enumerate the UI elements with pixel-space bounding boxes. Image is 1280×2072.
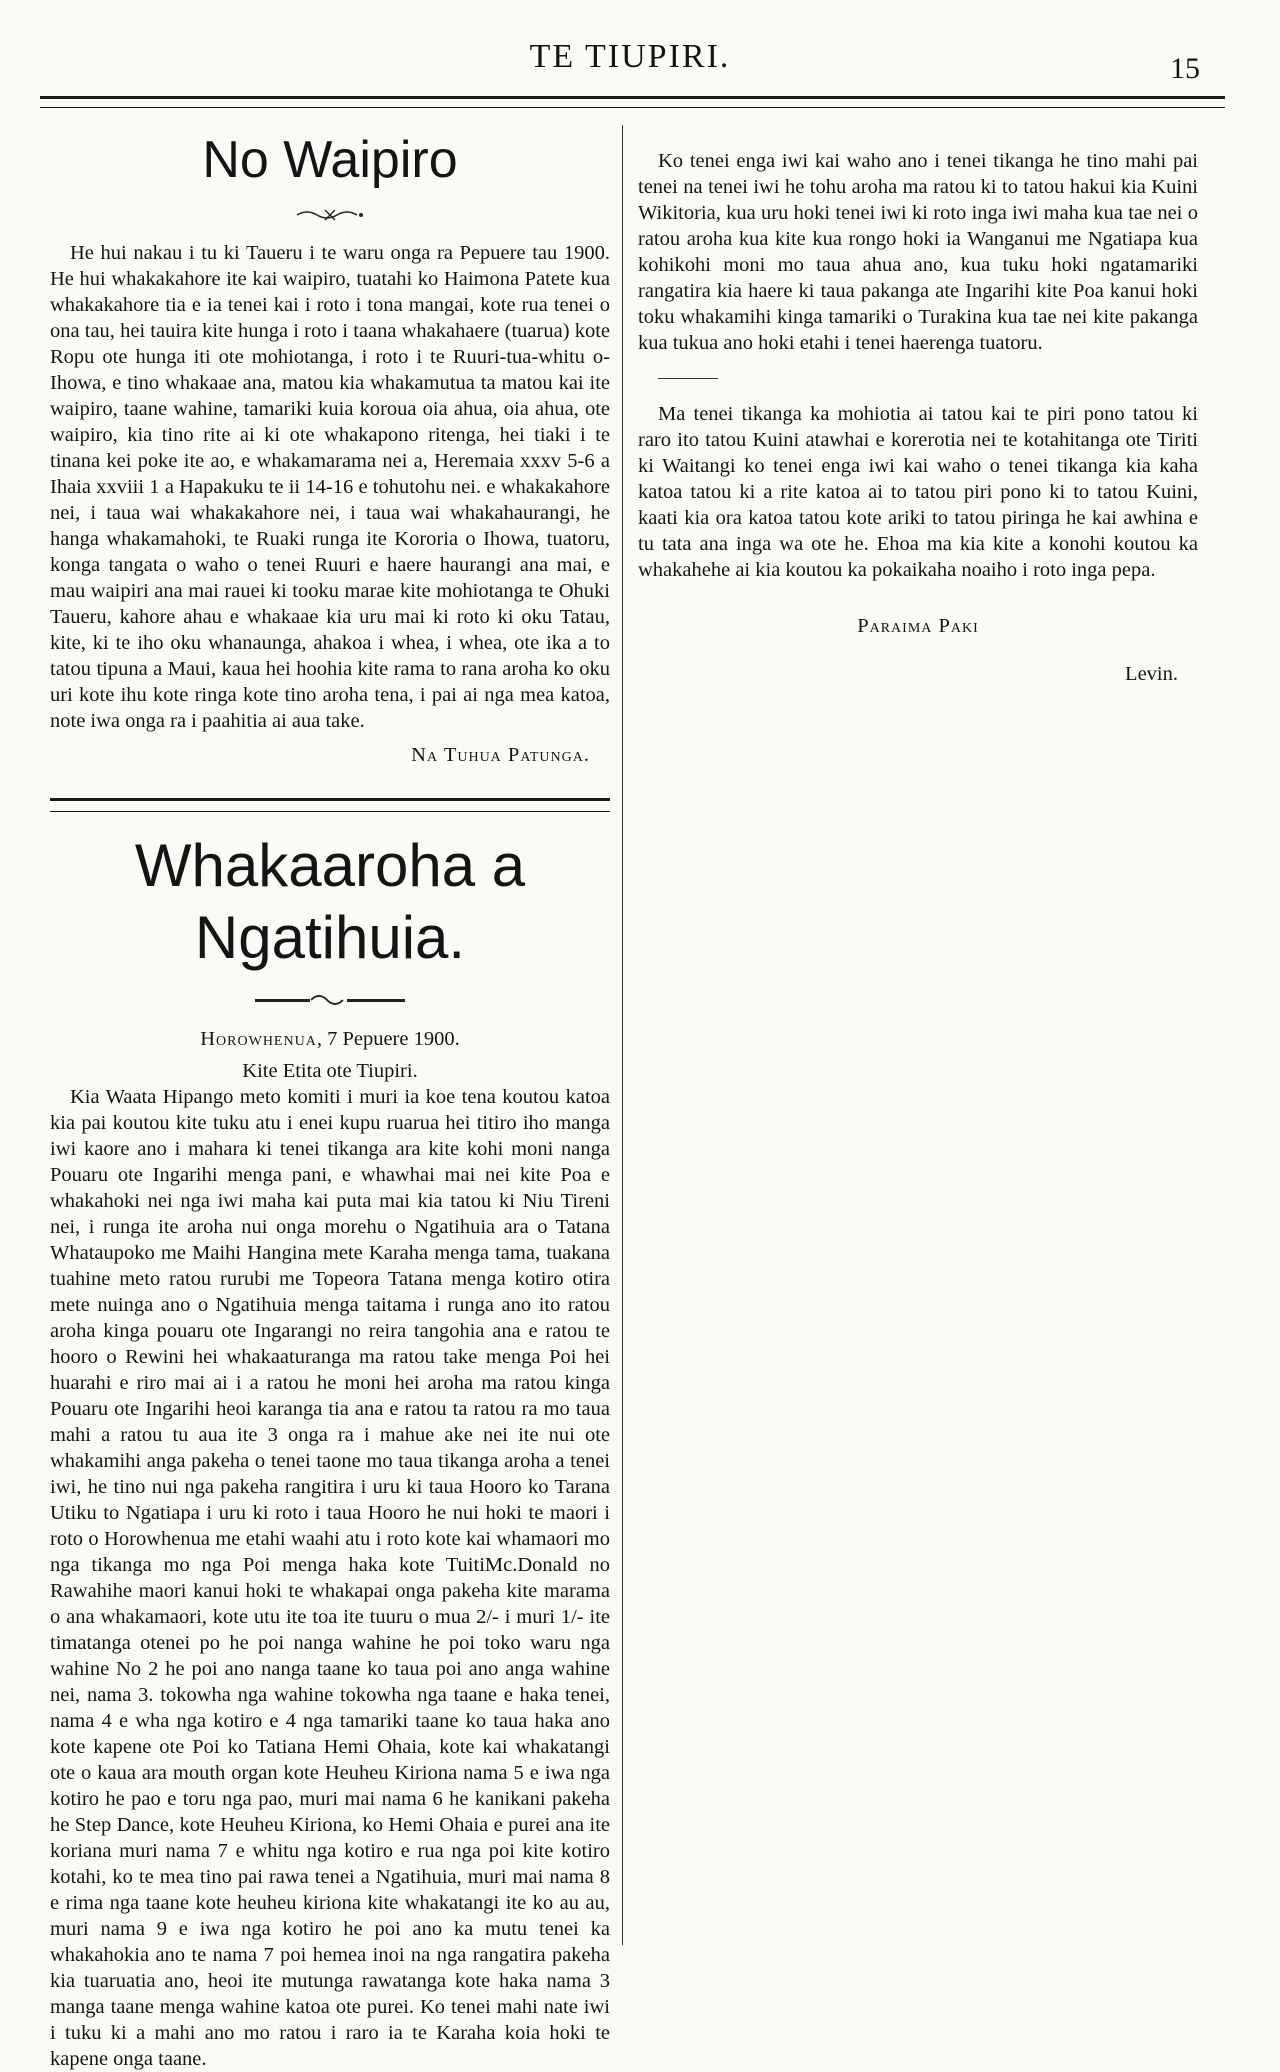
article1-body: He hui nakau i tu ki Taueru i te waru onga ra Pepuere tau 1900. He hui whakakahore ite kai waipiro, tuatahi ko Haimona Patete kua whakakahore tia e ia tenei kai i roto i tona mangai, kote rua tenei o ona tau, hei tauira kite hunga i roto i taana whakahaere (tuarua) kote Ropu ote hunga iti ote mohiotanga, i roto i te Ruuri-tua-whitu o-Ihowa, e tino whakaae ana, matou kia whakamutua ta matou kai ite waipiro, taane wahine, tamariki kuia koroua oia ahua, oia ahua, ote waipiro, kia tino rite ai ki ote whakapono ritenga, hei tiaki i te tinana kei poke ite ao, e whakamarama nei a, Heremaia xxxv 5-6 a Ihaia xxviii 1 a Hapakuku te ii 14-16 e tohutohu nei. e whakakahore nei, i taua wai whakakahore nei, i taua wai whakahaurangi, he hanga whakamahoki, te Ruaki runga ite Kororia o Ihowa, tuatoru, konga tangata o waho o tenei Ruuri e haere haurangi ana mai, e mau waipiri ana mai rauei ki tooku marae kite mohiotanga te Ohuki Taueru, kahore ahau e whakaae kia uru mai ki roto ki oku Tatau, kite, ki te iho oku whanaunga, ahakoa i whea, i whea, ote ika a to tatou tipuna a Maui, kaua hei hoohia kite rama to rana aroha ko oku uri kote ihu kote ringa kote tino aroha tena, i pai ai nga mea katoa, note iwa onga ra i paahitia ai aua take. [50,242,610,732]
page-header [40,38,1220,88]
header-rule [40,96,1225,108]
column-divider [622,125,623,1945]
right-column [638,148,1198,687]
article2-signature: Paraima Paki [857,615,979,637]
article1-headline: No Waipiro [202,131,458,189]
article2-salutation: Kite Etita ote Tiupiri. [242,1060,418,1082]
dateline-place: Horowhenua [200,1028,317,1050]
newspaper-title: TE TIUPIRI. [529,38,731,75]
scroll-ornament-icon [255,992,405,1008]
section-divider [50,798,610,812]
dateline-date: , 7 Pepuere 1900. [316,1028,460,1050]
left-column [50,130,610,2072]
article2-paragraph-3: Ma tenei tikanga ka mohiotia ai tatou kai te piri pono tatou ki raro ito tatou Kuini atawhai e korerotia nei te kotahitanga ote Tiriti ki Waitangi ko tenei enga iwi kai waho o tenei tikanga kia kaha katoa tatou ki a rite katoa ai to tatou piri pono ki to tatou Kuini, kaati kia ora katoa tatou kote ariki to tatou piringa he kai awhina e tu tata ana inga wa ote he. Ehoa ma kia kite a konohi koutou ka whakahehe ai kia koutou ka pokaikaha noaiho i roto inga pepa. [638,403,1198,581]
article1-signature: Na Tuhua Patunga. [411,744,590,766]
article2-paragraph-2: Ko tenei enga iwi kai waho ano i tenei tikanga he tino mahi pai tenei na tenei iwi he tohu aroha ma ratou ki to tatou hakui kia Kuini Wikitoria, kua uru hoki tenei iwi ki roto inga iwi maha kua tae nei o ratou aroha kua kite kua rongo hoki ia Wanganui me Ngatiapa kua kohikohi moni mo taua ahua ano, kua tuku hoki ngatamariki rangatira kia haere ki taua pakanga ate Ingarihi kite Poa kanui hoki toku whakamihi kinga tamariki o Turakina kua tae nei kite pakanga kua tukua ano hoki etahi i tenei haerenga tuatoru. [638,150,1198,354]
short-divider [658,378,718,379]
article2-headline: Whakaaroha a Ngatihuia. [134,832,526,971]
article2-paragraph-1: Kia Waata Hipango meto komiti i muri ia koe tena koutou katoa kia pai koutou kite tuku atu i enei kupu ruarua hei titiro iho manga iwi kaore ano i mahara ki tenei tikanga ara kite kohi moni nanga Pouaru ote Ingarihi menga pani, e whawhai mai nei kite Poa e whakahoki nei nga iwi maha kai puta mai kia tatou ki Niu Tireni nei, i runga ite aroha nui onga morehu o Ngatihuia ara o Tatana Whataupoko me Maihi Hangina mete Karaha menga tama, tuakana tuahine meto ratou rurubi me Topeora Tatana menga kotiro otira mete nuinga ano o Ngatihuia menga taitama i runga ano ito ratou aroha kinga pouaru ote Ingarangi no reira tangohia ana e ratou te hooro o Rewini hei whakaaturanga ma ratou take menga Poi hei huarahi e riro mai ai i a ratou he moni hei aroha ma ratou kinga Pouaru ote Ingarihi heoi karanga tia ana e ratou ta ratou ra mo taua mahi a ratou tu aua ite 3 onga ra i mahue ake nei ite nui ote whakamihi anga pakeha o tenei taone mo taua tikanga aroha a tenei iwi, he tino nui nga pakeha rangitira i uru ki taua Hooro ko Tarana Utiku to Ngatiapa i uru ki roto i taua Hooro he nui hoki te maori i roto o Horowhenua me etahi waahi atu i roto kote kai whamaori mo nga tikanga mo nga Poi menga haka kote TuitiMc.Donald no Rawahihe maori kanui hoki te whakapai onga pakeha kite marama o ana whakamaori, kote utu ite toa ite tuuru o mua 2/- i muri 1/- ite timatanga otenei po he poi nanga wahine he poi toko waru nga wahine No 2 he poi ano nanga taane ko taua poi ano anga wahine nei, nama 3. tokowha nga wahine tokowha nga taane e haka tenei, nama 4 e wha nga kotiro e 4 nga tamariki taane ko taua haka ano kote kapene ote Poi ko Tatiana Hemi Ohaia, kote kai whakatangi ote o kaua ara mouth organ kote Heuheu Kiriona nama 5 e iwa nga kotiro he pao e toru nga pao, muri mai nama 6 he kanikani pakeha he Step Dance, kote Heuheu Kiriona, ko Hemi Ohaia e purei ana ite koriana muri nama 7 e whitu nga kotiro e rua nga poi kite kotiro kotahi, ko te mea tino pai rawa tenei a Ngatihuia, muri mai nama 8 e rima nga taane kote heuheu kiriona kite whakatangi ite ko au au, muri nama 9 e iwa nga kotiro he poi ano ka mutu tenei ka whakahokia ano te nama 7 poi hemea inoi na nga rangatira pakeha kia tuaruatia ano, heoi ite mutunga rawatanga kote haka nama 3 manga taane menga wahine katoa ote purei. Ko tenei mahi nate iwi i tuku ki a mahi ano mo ratou i raro ia te Karaha koia hoki te kapene onga taane. [50,1086,610,2070]
flourish-ornament-icon [295,208,365,222]
article2-place: Levin. [1125,663,1178,685]
page-number: 15 [1170,52,1200,85]
article2-dateline [50,1026,610,1052]
